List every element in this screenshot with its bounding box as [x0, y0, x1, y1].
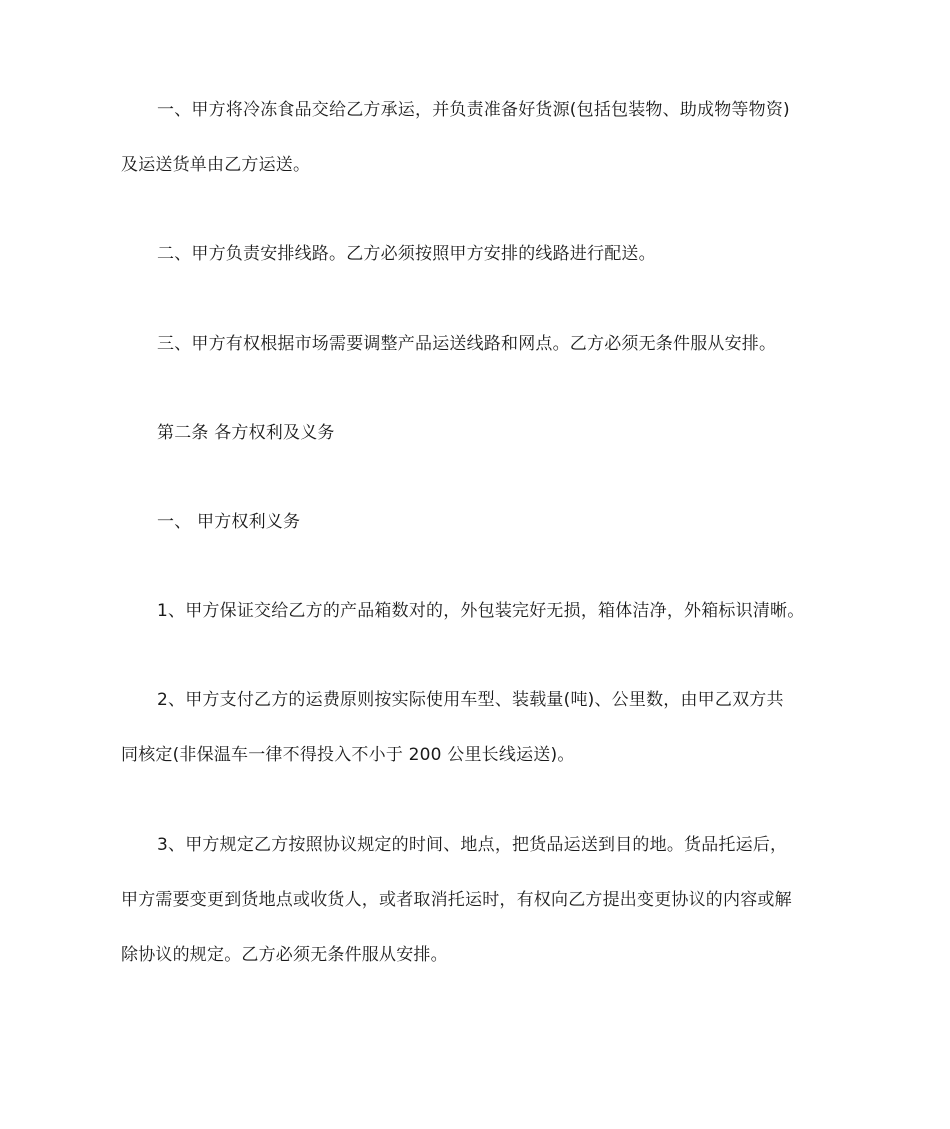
section1-item1-line1: 一、甲方将冷冻食品交给乙方承运，并负责准备好货源(包括包装物、助成物等物资) [157, 100, 790, 120]
section1-item2: 二、甲方负责安排线路。乙方必须按照甲方安排的线路进行配送。 [157, 244, 656, 264]
section1-item1-line2: 及运送货单由乙方运送。 [121, 155, 311, 175]
article2-clause2-line1: 2、甲方支付乙方的运费原则按实际使用车型、装载量(吨)、公里数，由甲乙双方共 [157, 690, 784, 710]
article2-subheading: 一、 甲方权利义务 [157, 512, 301, 532]
section1-item3: 三、甲方有权根据市场需要调整产品运送线路和网点。乙方必须无条件服从安排。 [157, 334, 777, 354]
article2-clause2-line2: 同核定(非保温车一律不得投入不小于 200 公里长线运送)。 [121, 745, 575, 765]
article2-clause1: 1、甲方保证交给乙方的产品箱数对的，外包装完好无损，箱体洁净，外箱标识清晰。 [157, 601, 805, 621]
article2-clause3-line1: 3、甲方规定乙方按照协议规定的时间、地点，把货品运送到目的地。货品托运后， [157, 835, 788, 855]
article2-clause3-line2: 甲方需要变更到货地点或收货人，或者取消托运时，有权向乙方提出变更协议的内容或解 [121, 890, 792, 910]
article2-clause3-line3: 除协议的规定。乙方必须无条件服从安排。 [121, 945, 448, 965]
article2-heading: 第二条 各方权利及义务 [157, 423, 335, 443]
